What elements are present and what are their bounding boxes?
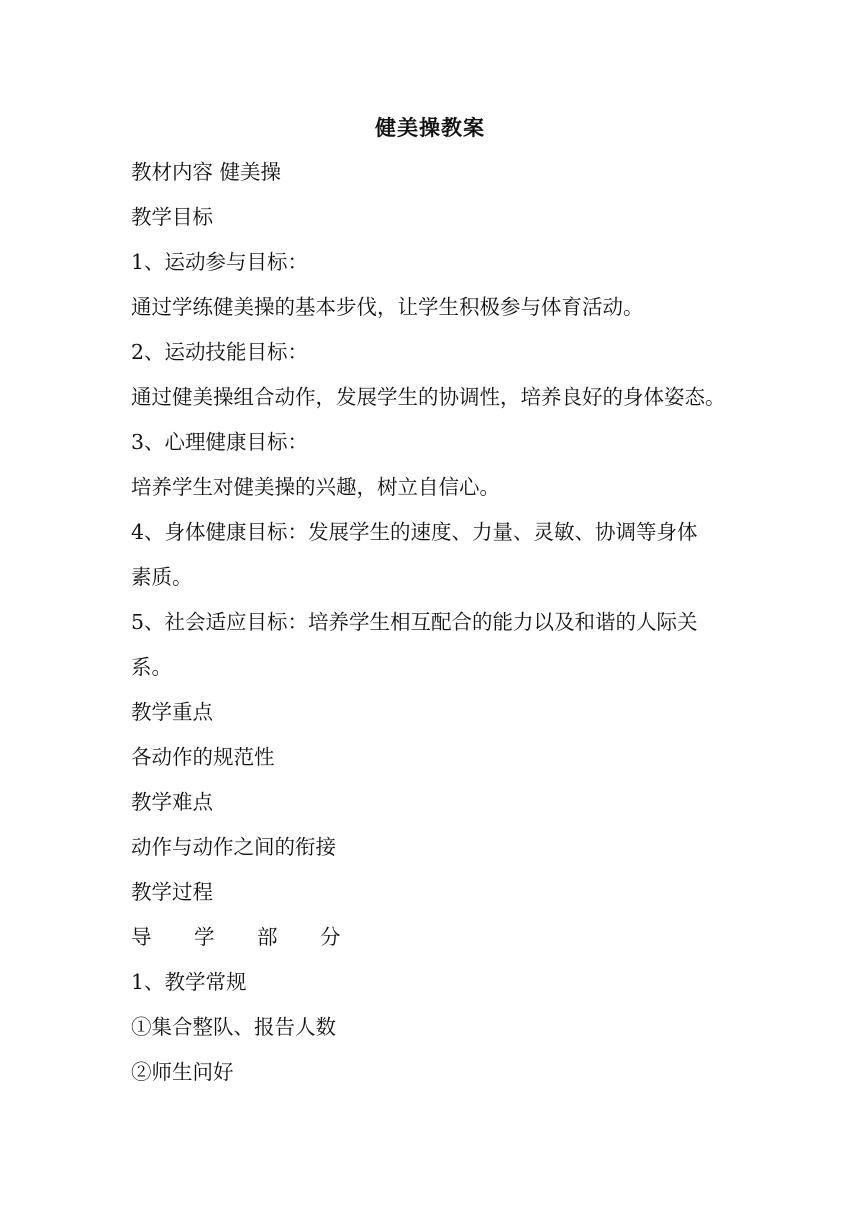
guided-learning-section: 导 学 部 分 [131, 925, 359, 949]
goal-1-text: 通过学练健美操的基本步伐，让学生积极参与体育活动。 [131, 295, 644, 319]
teaching-goals-heading: 教学目标 [131, 205, 213, 229]
goal-1-heading: 1、运动参与目标： [131, 250, 309, 274]
goal-5-text: 5、社会适应目标：培养学生相互配合的能力以及和谐的人际关 [131, 610, 698, 634]
key-points-heading: 教学重点 [131, 700, 213, 724]
routine-step-2: ②师生问好 [131, 1060, 234, 1084]
routine-step-1: ①集合整队、报告人数 [131, 1015, 336, 1039]
routine-heading: 1、教学常规 [131, 970, 247, 994]
goal-2-heading: 2、运动技能目标： [131, 340, 309, 364]
difficulties-text: 动作与动作之间的衔接 [131, 835, 336, 859]
goal-3-heading: 3、心理健康目标： [131, 430, 309, 454]
difficulties-heading: 教学难点 [131, 790, 213, 814]
material-content-line: 教材内容 健美操 [131, 160, 282, 184]
goal-3-text: 培养学生对健美操的兴趣，树立自信心。 [131, 475, 500, 499]
teaching-process-heading: 教学过程 [131, 880, 213, 904]
goal-4-text-continued: 素质。 [131, 565, 193, 589]
goal-2-text: 通过健美操组合动作，发展学生的协调性，培养良好的身体姿态。 [131, 385, 726, 409]
goal-5-text-continued: 系。 [131, 655, 172, 679]
goal-4-text: 4、身体健康目标：发展学生的速度、力量、灵敏、协调等身体 [131, 520, 698, 544]
document-title: 健美操教案 [375, 115, 485, 140]
key-points-text: 各动作的规范性 [131, 745, 275, 769]
